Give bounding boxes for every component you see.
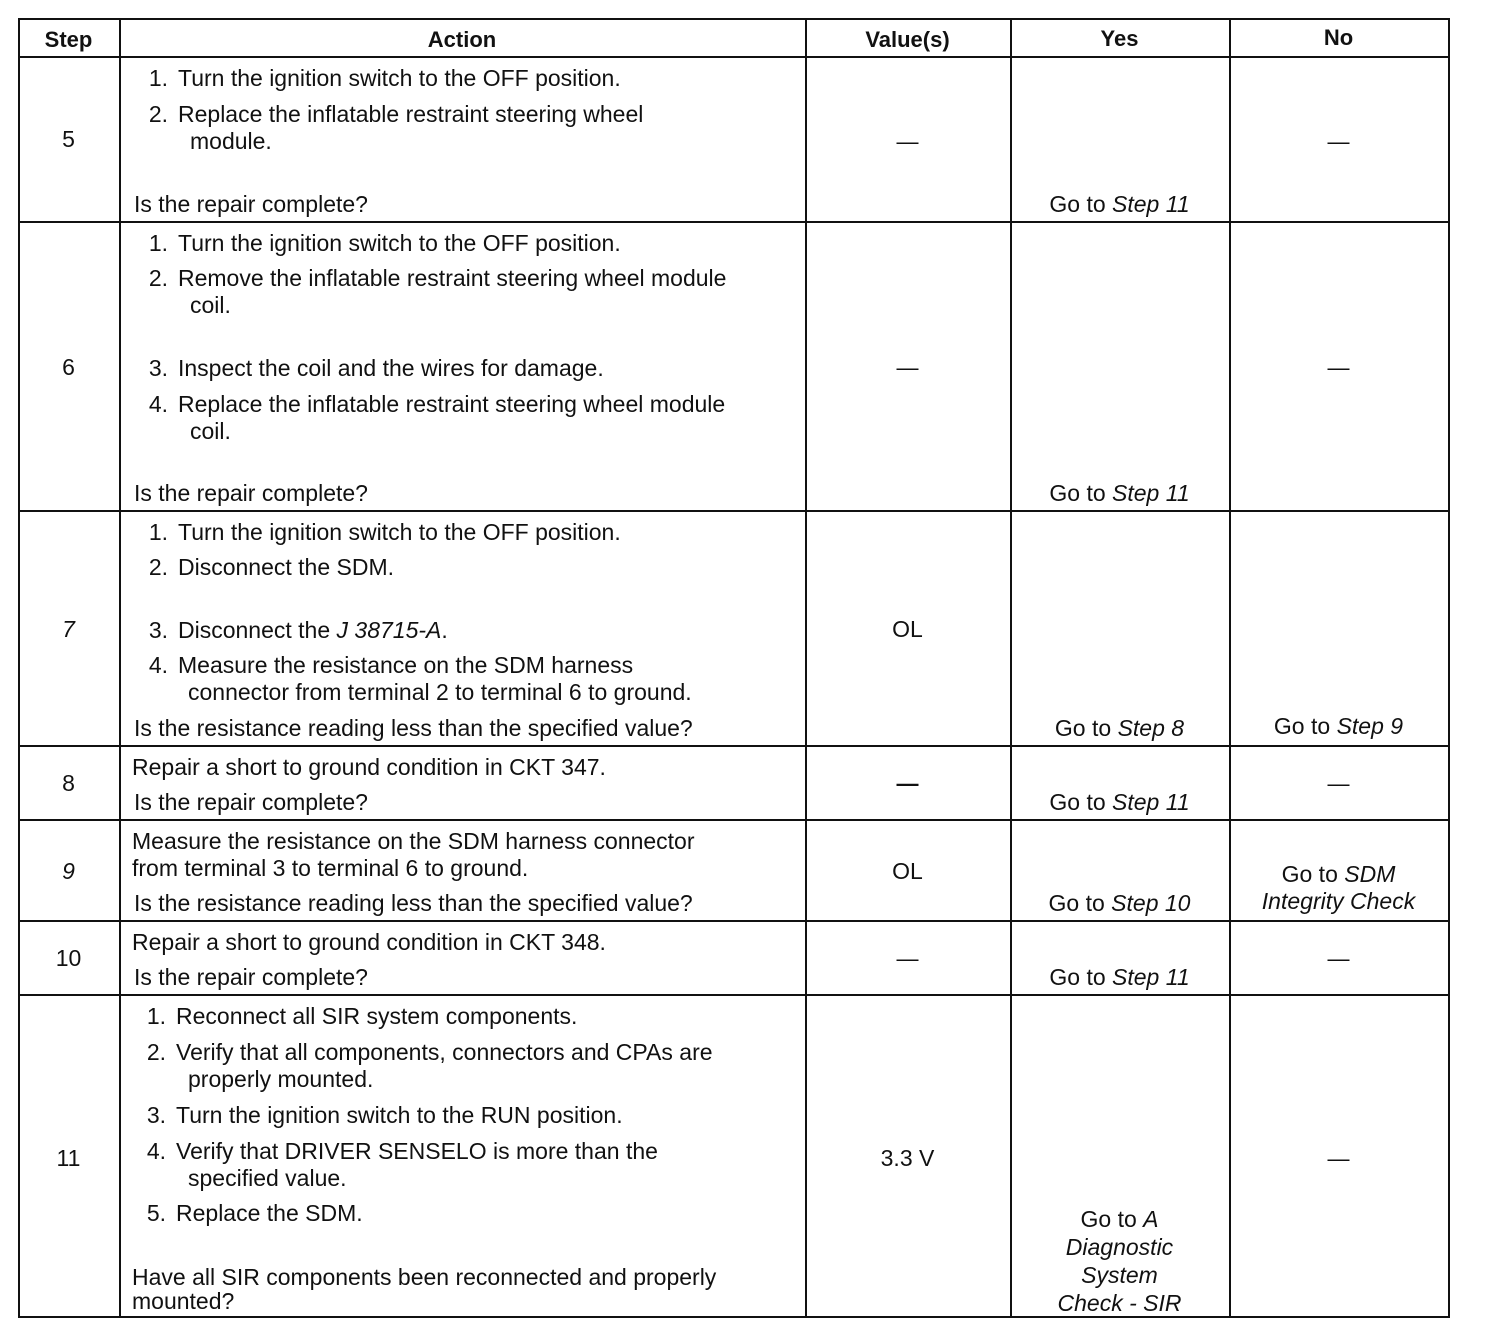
action-question: Is the repair complete? — [134, 789, 368, 815]
item-number: 2. — [148, 265, 168, 291]
action-item — [140, 101, 643, 128]
table-border-right — [1448, 18, 1450, 1318]
item-number: 5. — [146, 1200, 166, 1226]
step-number: 7 — [62, 616, 75, 642]
row-divider — [18, 221, 1450, 223]
no-cell: Go to SDM Integrity Check — [1261, 861, 1416, 914]
action-question-continued: mounted? — [132, 1288, 235, 1314]
header-yes: Yes — [1100, 26, 1139, 51]
item-text-continued: specified value. — [188, 1165, 347, 1191]
action-item — [138, 1003, 577, 1030]
action-text: Repair a short to ground condition in CKT 348. — [132, 929, 606, 955]
action-item: 3. Disconnect the J 38715-A. — [140, 617, 448, 644]
table-border-bottom — [18, 1316, 1450, 1318]
no-cell: — — [1327, 946, 1350, 971]
row-divider — [18, 994, 1450, 996]
action-text: Repair a short to ground condition in CKT 347. — [132, 754, 606, 780]
table-border-top — [18, 18, 1450, 20]
yes-cell: Go to A Diagnostic System Check - SIR — [1057, 1206, 1182, 1316]
item-text-continued: properly mounted. — [188, 1066, 374, 1092]
action-question: Is the repair complete? — [134, 964, 368, 990]
item-number: 2. — [148, 554, 168, 580]
item-number: 3. — [148, 355, 168, 381]
no-cell: — — [1327, 1146, 1350, 1171]
item-text: Measure the resistance on the SDM harness — [178, 652, 634, 678]
row-divider — [18, 920, 1450, 922]
value-cell: 3.3 V — [880, 1145, 935, 1171]
item-number: 1. — [148, 519, 168, 545]
item-number: 2. — [146, 1039, 166, 1065]
value-cell: — — [896, 355, 919, 380]
action-item — [140, 65, 621, 92]
item-text: Disconnect the SDM. — [178, 554, 395, 580]
item-text-continued: coil. — [190, 418, 231, 444]
item-text: Verify that all components, connectors and CPAs are — [176, 1039, 713, 1065]
header-values: Value(s) — [865, 27, 950, 52]
item-number: 1. — [146, 1003, 166, 1029]
item-number: 4. — [148, 652, 168, 678]
item-text: Remove the inflatable restraint steering wheel module — [178, 265, 727, 291]
no-cell: — — [1327, 355, 1350, 380]
value-cell: OL — [892, 616, 923, 642]
item-number: 1. — [148, 230, 168, 256]
action-question: Is the resistance reading less than the specified value? — [134, 715, 693, 741]
item-text: Turn the ignition switch to the OFF position. — [178, 230, 621, 256]
item-text-continued: module. — [190, 128, 272, 154]
item-number: 4. — [146, 1138, 166, 1164]
action-text: Measure the resistance on the SDM harness connector — [132, 828, 695, 854]
step-number: 9 — [62, 858, 75, 884]
action-item — [140, 265, 726, 292]
item-text: Reconnect all SIR system components. — [176, 1003, 578, 1029]
yes-cell: Go to Step 11 — [1049, 964, 1190, 990]
table-border-left — [18, 18, 20, 1318]
step-number: 11 — [56, 1145, 81, 1171]
header-step: Step — [44, 27, 93, 52]
item-text: Turn the ignition switch to the OFF position. — [178, 519, 621, 545]
action-item — [140, 391, 725, 418]
value-cell: — — [896, 946, 919, 971]
row-divider — [18, 745, 1450, 747]
action-item — [138, 1039, 713, 1066]
action-text-continued: from terminal 3 to terminal 6 to ground. — [132, 855, 529, 881]
action-item — [140, 355, 604, 382]
row-divider — [18, 819, 1450, 821]
diagnostic-table — [18, 18, 1450, 1318]
action-item — [138, 1138, 658, 1165]
column-divider — [1229, 18, 1231, 1318]
action-question: Is the resistance reading less than the specified value? — [134, 890, 693, 916]
item-number: 2. — [148, 101, 168, 127]
action-question: Have all SIR components been reconnected and properly — [132, 1264, 717, 1290]
step-number: 6 — [62, 354, 75, 380]
item-text-continued: connector from terminal 2 to terminal 6 to ground. — [188, 679, 692, 705]
item-number: 4. — [148, 391, 168, 417]
item-number: 3. — [146, 1102, 166, 1128]
no-cell: Go to Step 9 — [1273, 713, 1404, 739]
value-cell: — — [896, 771, 919, 796]
step-number: 10 — [55, 945, 82, 971]
column-divider — [805, 18, 807, 1318]
action-item — [138, 1102, 623, 1129]
no-cell: — — [1327, 129, 1350, 154]
action-item — [140, 230, 621, 257]
item-text-continued: coil. — [190, 292, 231, 318]
step-number: 5 — [62, 126, 75, 152]
row-divider — [18, 510, 1450, 512]
yes-cell: Go to Step 11 — [1049, 789, 1190, 815]
item-number: 1. — [148, 65, 168, 91]
item-text: Verify that DRIVER SENSELO is more than the — [176, 1138, 658, 1164]
action-item — [138, 1200, 363, 1227]
value-cell: — — [896, 129, 919, 154]
header-action: Action — [427, 27, 497, 52]
item-text: Replace the inflatable restraint steering wheel — [178, 101, 644, 127]
action-item — [140, 554, 394, 581]
step-number: 8 — [62, 770, 75, 796]
item-text: Replace the inflatable restraint steering wheel module — [178, 391, 726, 417]
no-cell: — — [1327, 771, 1350, 796]
value-cell: OL — [892, 858, 923, 884]
item-text: Inspect the coil and the wires for damage. — [178, 355, 604, 381]
item-text: Replace the SDM. — [176, 1200, 363, 1226]
yes-cell: Go to Step 11 — [1049, 480, 1190, 506]
yes-cell: Go to Step 11 — [1049, 191, 1190, 217]
action-item — [140, 652, 633, 679]
item-number: 3. — [148, 617, 168, 643]
item-text: Turn the ignition switch to the RUN position. — [176, 1102, 623, 1128]
action-question: Is the repair complete? — [134, 191, 368, 217]
item-text: Turn the ignition switch to the OFF position. — [178, 65, 621, 91]
header-no: No — [1323, 25, 1354, 50]
yes-cell: Go to Step 10 — [1048, 890, 1191, 916]
column-divider — [119, 18, 121, 1318]
action-item — [140, 519, 621, 546]
yes-cell: Go to Step 8 — [1054, 715, 1185, 741]
header-divider — [18, 56, 1450, 58]
action-question: Is the repair complete? — [134, 480, 368, 506]
